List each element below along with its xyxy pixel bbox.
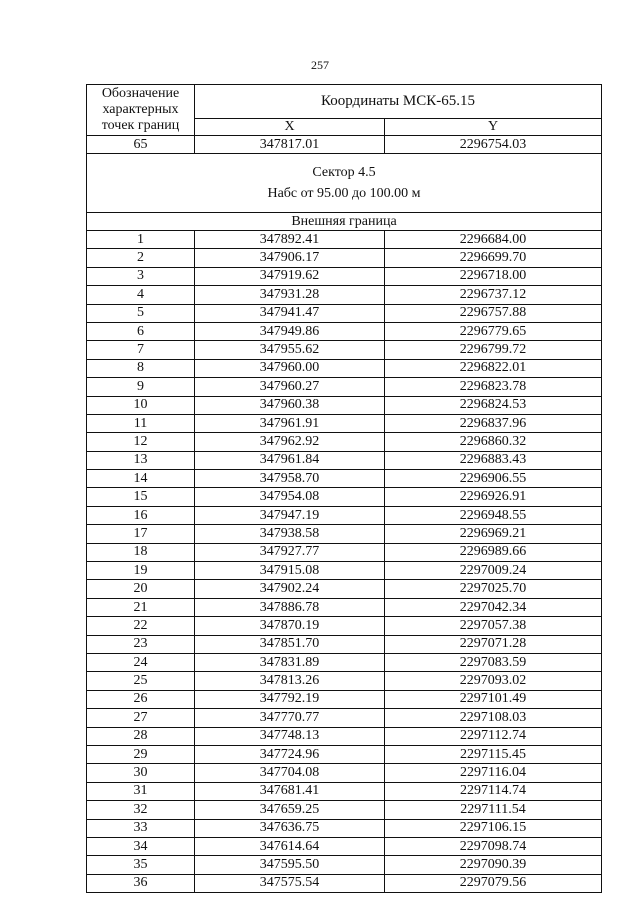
cell-point: 16 xyxy=(87,506,195,524)
cell-point: 18 xyxy=(87,543,195,561)
cell-x: 347724.96 xyxy=(195,745,385,763)
cell-x: 347906.17 xyxy=(195,249,385,267)
cell-point: 28 xyxy=(87,727,195,745)
cell-y: 2296906.55 xyxy=(385,470,602,488)
cell-y: 2296684.00 xyxy=(385,231,602,249)
table-row xyxy=(87,304,602,322)
cell-point: 2 xyxy=(87,249,195,267)
cell-y: 2297083.59 xyxy=(385,653,602,671)
cell-point: 24 xyxy=(87,653,195,671)
cell-point: 36 xyxy=(87,874,195,892)
cell-point: 23 xyxy=(87,635,195,653)
table-row xyxy=(87,801,602,819)
table-row xyxy=(87,764,602,782)
cell-point: 25 xyxy=(87,672,195,690)
cell-point: 12 xyxy=(87,433,195,451)
cell-point: 26 xyxy=(87,690,195,708)
cell-x: 347958.70 xyxy=(195,470,385,488)
sector-height: Набс от 95.00 до 100.00 м xyxy=(267,186,421,201)
table-row xyxy=(87,506,602,524)
cell-point: 15 xyxy=(87,488,195,506)
table-row xyxy=(87,433,602,451)
table-row xyxy=(87,249,602,267)
cell-y: 2296822.01 xyxy=(385,359,602,377)
cell-x: 347919.62 xyxy=(195,267,385,285)
table-row xyxy=(87,745,602,763)
table-row xyxy=(87,525,602,543)
reference-row xyxy=(87,136,602,154)
table-row xyxy=(87,727,602,745)
cell-x: 347831.89 xyxy=(195,653,385,671)
cell-point: 9 xyxy=(87,378,195,396)
sector-cell xyxy=(87,154,602,213)
cell-point: 13 xyxy=(87,451,195,469)
cell-x: 347636.75 xyxy=(195,819,385,837)
cell-x: 347938.58 xyxy=(195,525,385,543)
cell-y: 2296989.66 xyxy=(385,543,602,561)
cell-point: 22 xyxy=(87,617,195,635)
cell-y: 2297111.54 xyxy=(385,801,602,819)
cell-x: 347931.28 xyxy=(195,286,385,304)
cell-point: 29 xyxy=(87,745,195,763)
cell-y: 2296883.43 xyxy=(385,451,602,469)
cell-point: 17 xyxy=(87,525,195,543)
cell-x: 347792.19 xyxy=(195,690,385,708)
table-row xyxy=(87,690,602,708)
cell-point: 31 xyxy=(87,782,195,800)
table-row xyxy=(87,267,602,285)
table-row xyxy=(87,396,602,414)
table-row xyxy=(87,562,602,580)
cell-point: 34 xyxy=(87,837,195,855)
cell-x: 347949.86 xyxy=(195,322,385,340)
cell-x: 347575.54 xyxy=(195,874,385,892)
cell-x: 347851.70 xyxy=(195,635,385,653)
cell-y: 2297093.02 xyxy=(385,672,602,690)
cell-y: 2297071.28 xyxy=(385,635,602,653)
cell-y: 2296779.65 xyxy=(385,322,602,340)
table-row xyxy=(87,709,602,727)
cell-y: 2296948.55 xyxy=(385,506,602,524)
table-row xyxy=(87,598,602,616)
cell-y: 2297079.56 xyxy=(385,874,602,892)
cell-x: 347681.41 xyxy=(195,782,385,800)
cell-point: 27 xyxy=(87,709,195,727)
ref-x: 347817.01 xyxy=(195,136,385,154)
sector-title: Сектор 4.5 xyxy=(312,165,376,180)
cell-point: 21 xyxy=(87,598,195,616)
table-row xyxy=(87,580,602,598)
cell-x: 347659.25 xyxy=(195,801,385,819)
outer-boundary-row xyxy=(87,213,602,231)
cell-y: 2297106.15 xyxy=(385,819,602,837)
cell-y: 2297090.39 xyxy=(385,856,602,874)
cell-x: 347947.19 xyxy=(195,506,385,524)
cell-point: 14 xyxy=(87,470,195,488)
table-row xyxy=(87,488,602,506)
cell-x: 347813.26 xyxy=(195,672,385,690)
table-row xyxy=(87,470,602,488)
cell-point: 7 xyxy=(87,341,195,359)
cell-x: 347770.77 xyxy=(195,709,385,727)
cell-y: 2296718.00 xyxy=(385,267,602,285)
cell-y: 2296969.21 xyxy=(385,525,602,543)
cell-x: 347614.64 xyxy=(195,837,385,855)
cell-point: 19 xyxy=(87,562,195,580)
cell-y: 2297042.34 xyxy=(385,598,602,616)
cell-x: 347941.47 xyxy=(195,304,385,322)
header-x: X xyxy=(195,119,385,136)
cell-point: 8 xyxy=(87,359,195,377)
cell-y: 2296799.72 xyxy=(385,341,602,359)
table-row xyxy=(87,856,602,874)
cell-point: 32 xyxy=(87,801,195,819)
cell-x: 347961.91 xyxy=(195,414,385,432)
cell-y: 2296699.70 xyxy=(385,249,602,267)
table-row xyxy=(87,653,602,671)
cell-y: 2296757.88 xyxy=(385,304,602,322)
cell-x: 347960.38 xyxy=(195,396,385,414)
cell-y: 2297108.03 xyxy=(385,709,602,727)
table-row xyxy=(87,672,602,690)
cell-x: 347595.50 xyxy=(195,856,385,874)
table-row xyxy=(87,782,602,800)
ref-point: 65 xyxy=(87,136,195,154)
table-row xyxy=(87,837,602,855)
cell-point: 11 xyxy=(87,414,195,432)
cell-y: 2297115.45 xyxy=(385,745,602,763)
table-row xyxy=(87,819,602,837)
cell-x: 347915.08 xyxy=(195,562,385,580)
cell-x: 347960.00 xyxy=(195,359,385,377)
outer-boundary-label: Внешняя граница xyxy=(87,213,602,231)
cell-point: 5 xyxy=(87,304,195,322)
cell-point: 6 xyxy=(87,322,195,340)
table-row xyxy=(87,378,602,396)
table-row xyxy=(87,359,602,377)
cell-point: 30 xyxy=(87,764,195,782)
coordinates-table xyxy=(86,84,602,893)
cell-x: 347902.24 xyxy=(195,580,385,598)
table-row xyxy=(87,341,602,359)
cell-x: 347961.84 xyxy=(195,451,385,469)
header-y: Y xyxy=(385,119,602,136)
table-row xyxy=(87,414,602,432)
cell-y: 2297112.74 xyxy=(385,727,602,745)
sector-row xyxy=(87,154,602,213)
cell-y: 2297098.74 xyxy=(385,837,602,855)
table-row xyxy=(87,635,602,653)
cell-y: 2297009.24 xyxy=(385,562,602,580)
table-row xyxy=(87,874,602,892)
cell-point: 35 xyxy=(87,856,195,874)
cell-x: 347954.08 xyxy=(195,488,385,506)
table-row xyxy=(87,543,602,561)
cell-y: 2297101.49 xyxy=(385,690,602,708)
table-row xyxy=(87,322,602,340)
cell-x: 347886.78 xyxy=(195,598,385,616)
cell-y: 2297025.70 xyxy=(385,580,602,598)
header-point-label: Обозначение характерных точек границ xyxy=(87,85,195,136)
cell-point: 4 xyxy=(87,286,195,304)
cell-y: 2296823.78 xyxy=(385,378,602,396)
cell-y: 2296926.91 xyxy=(385,488,602,506)
cell-x: 347892.41 xyxy=(195,231,385,249)
page-number: 257 xyxy=(311,58,329,72)
cell-x: 347955.62 xyxy=(195,341,385,359)
ref-y: 2296754.03 xyxy=(385,136,602,154)
cell-point: 10 xyxy=(87,396,195,414)
cell-y: 2297114.74 xyxy=(385,782,602,800)
cell-x: 347962.92 xyxy=(195,433,385,451)
cell-y: 2296737.12 xyxy=(385,286,602,304)
cell-x: 347870.19 xyxy=(195,617,385,635)
cell-x: 347960.27 xyxy=(195,378,385,396)
cell-x: 347748.13 xyxy=(195,727,385,745)
cell-y: 2297116.04 xyxy=(385,764,602,782)
header-coordinate-system: Координаты МСК-65.15 xyxy=(195,85,602,119)
table-row xyxy=(87,231,602,249)
cell-y: 2297057.38 xyxy=(385,617,602,635)
cell-y: 2296824.53 xyxy=(385,396,602,414)
cell-y: 2296837.96 xyxy=(385,414,602,432)
cell-point: 20 xyxy=(87,580,195,598)
table-row xyxy=(87,286,602,304)
cell-x: 347927.77 xyxy=(195,543,385,561)
table-row xyxy=(87,617,602,635)
cell-y: 2296860.32 xyxy=(385,433,602,451)
cell-point: 33 xyxy=(87,819,195,837)
cell-point: 1 xyxy=(87,231,195,249)
cell-x: 347704.08 xyxy=(195,764,385,782)
cell-point: 3 xyxy=(87,267,195,285)
table-row xyxy=(87,451,602,469)
